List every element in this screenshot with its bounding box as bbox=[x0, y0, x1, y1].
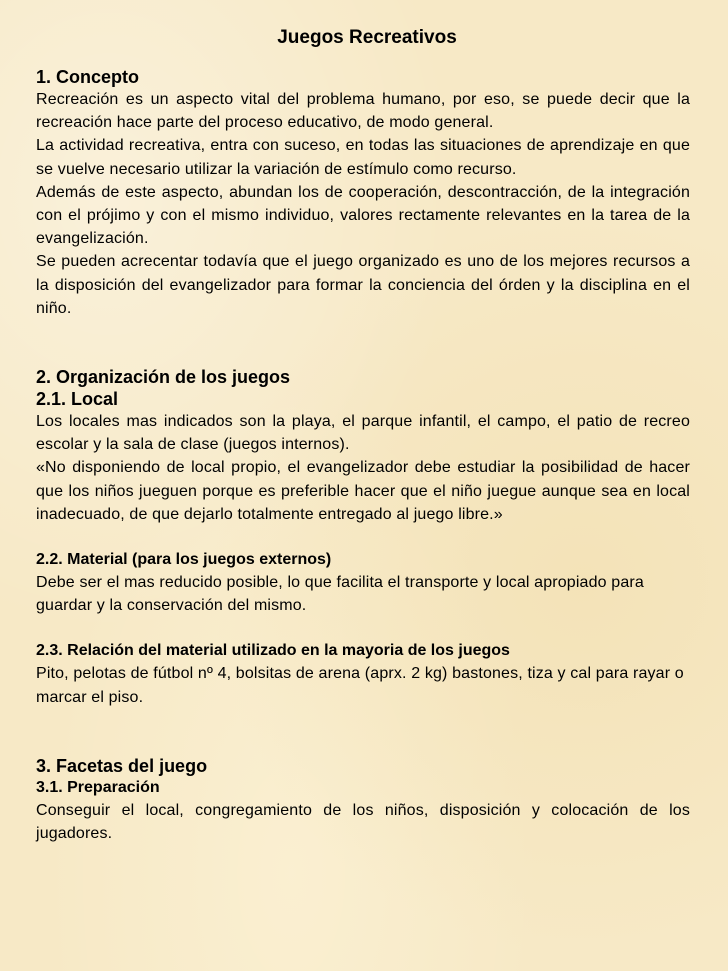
section-heading: 3. Facetas del juego bbox=[36, 755, 208, 776]
paragraph: La actividad recreativa, entra con suceso, en todas las situaciones de aprendizaje en que se vuelve necesario utilizar la variación de estímulo como recurso. bbox=[36, 137, 690, 178]
paragraph: Los locales mas indicados son la playa, el parque infantil, el campo, el patio de recreo escolar y la sala de clase (juegos internos). bbox=[36, 413, 690, 454]
document-title: Juegos Recreativos bbox=[277, 27, 457, 48]
paragraph: Se pueden acrecentar todavía que el juego organizado es uno de los mejores recursos a la disposición del evangelizador para formar la conciencia del órden y la disciplina en el niño. bbox=[36, 253, 690, 317]
section-facetas bbox=[36, 755, 690, 845]
section-concepto bbox=[36, 66, 690, 320]
subsection-heading: 2.2. Material (para los juegos externos) bbox=[36, 551, 332, 569]
paragraph: Pito, pelotas de fútbol nº 4, bolsitas de arena (aprx. 2 kg) bastones, tiza y cal para rayar o marcar el piso. bbox=[36, 665, 684, 706]
section-organizacion bbox=[36, 366, 690, 709]
paragraph: Debe ser el mas reducido posible, lo que facilita el transporte y local apropiado para guardar y la conservación del mismo. bbox=[36, 574, 644, 615]
subsection-heading: 2.3. Relación del material utilizado en la mayoria de los juegos bbox=[36, 642, 510, 660]
spacer bbox=[36, 617, 690, 640]
paragraph: «No disponiendo de local propio, el evangelizador debe estudiar la posibilidad de hacer que los niños jueguen porque es preferible hacer que el niño juegue aunque sea en local inadecuado, de que dejarlo totalmente entregado al juego libre.» bbox=[36, 459, 690, 523]
section-heading: 1. Concepto bbox=[36, 67, 140, 87]
section-heading: 2. Organización de los juegos bbox=[36, 367, 291, 388]
paragraph: Recreación es un aspecto vital del problema humano, por eso, se puede decir que la recreación hace parte del proceso educativo, de modo general. bbox=[36, 91, 690, 132]
subsection-heading: 3.1. Preparación bbox=[36, 778, 160, 796]
paragraph: Conseguir el local, congregamiento de los niños, disposición y colocación de los jugadores. bbox=[36, 801, 690, 843]
spacer bbox=[36, 320, 690, 366]
spacer bbox=[36, 526, 690, 549]
paragraph: Además de este aspecto, abundan los de cooperación, descontracción, de la integración con el prójimo y con el mismo individuo, valores rectamente relevantes en la tarea de la evangelización. bbox=[36, 183, 690, 248]
spacer bbox=[36, 709, 690, 755]
subsection-heading: 2.1. Local bbox=[36, 389, 119, 410]
